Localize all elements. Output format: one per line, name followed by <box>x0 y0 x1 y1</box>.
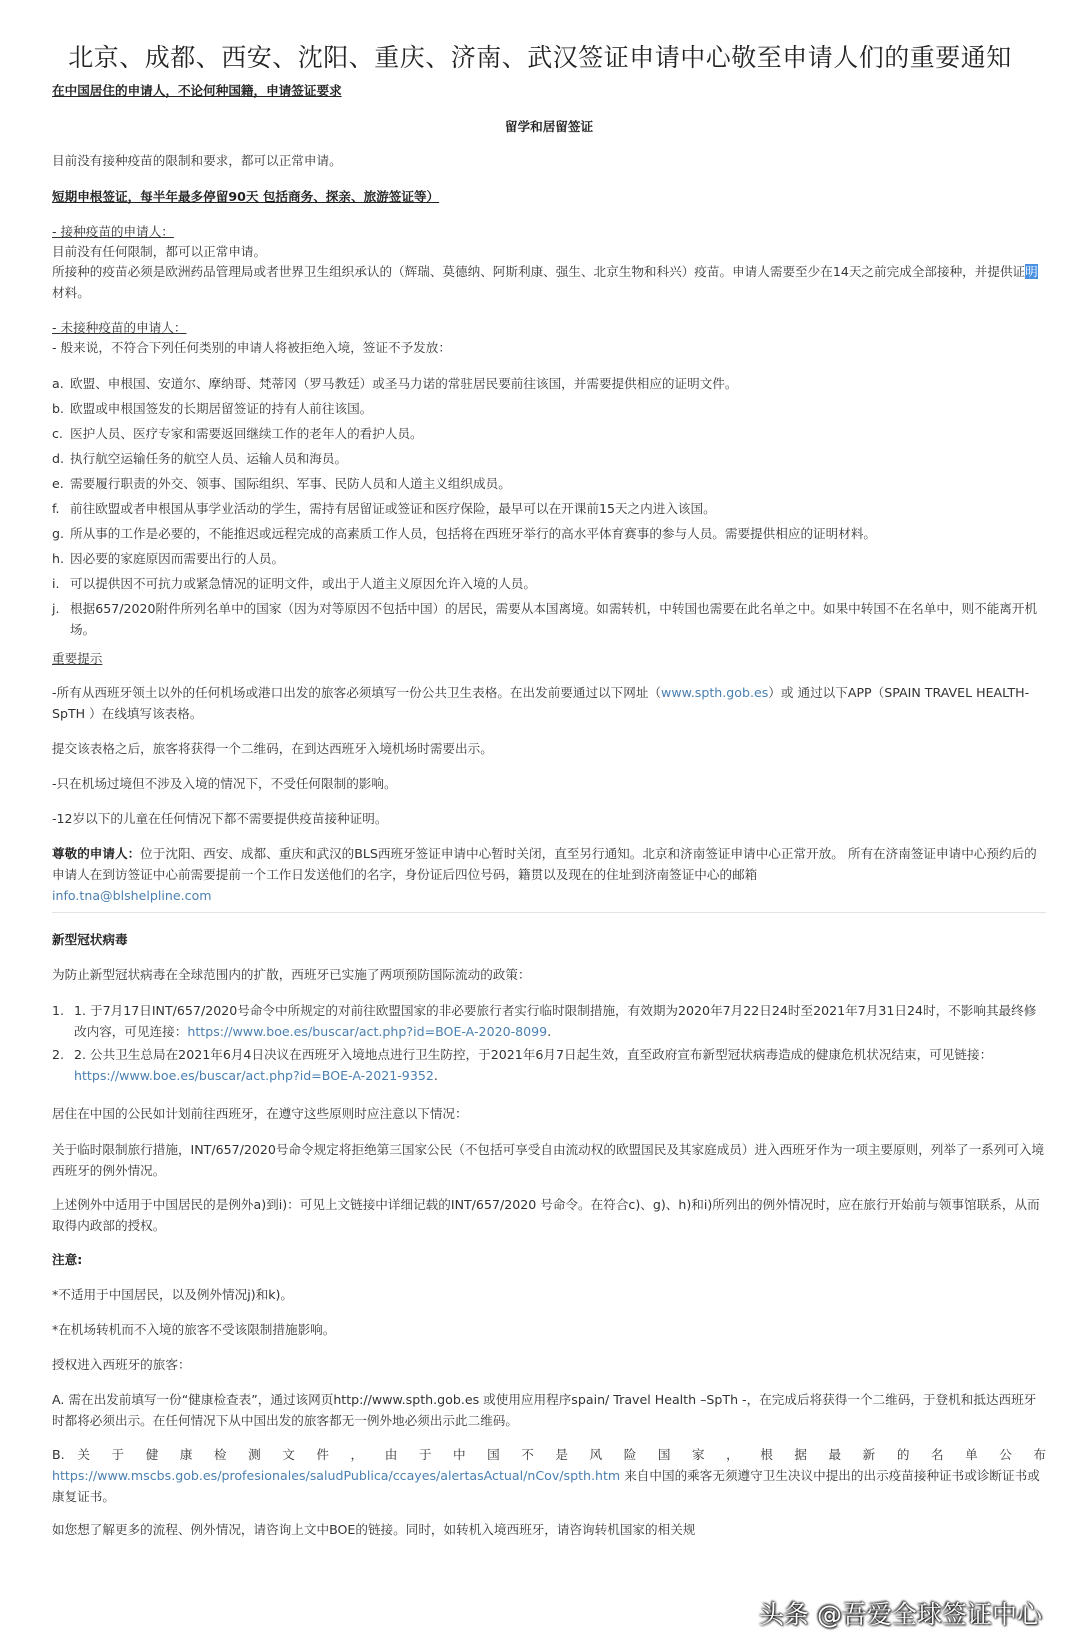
page-title: 北京、成都、西安、沈阳、重庆、济南、武汉签证申请中心敬至申请人们的重要通知 <box>68 43 1012 72</box>
section-divider <box>52 912 1046 913</box>
list-item <box>52 498 1046 519</box>
tips-p2: 提交该表格之后，旅客将获得一个二维码，在到达西班牙入境机场时需要出示。 <box>52 741 493 756</box>
selected-text[interactable]: 明 <box>1025 264 1038 279</box>
note-2: *在机场转机而不入境的旅客不受该限制措施影响。 <box>52 1322 336 1337</box>
short-stay-heading: 短期申根签证，每半年最多停留90天 包括商务、探亲、旅游签证等） <box>52 189 440 204</box>
boe-link-2021[interactable]: https://www.boe.es/buscar/act.php?id=BOE-A-2021-9352 <box>74 1068 434 1083</box>
list-item <box>52 473 1046 494</box>
restriction-text: 关于临时限制旅行措施，INT/657/2020号命令规定将拒绝第三国家公民（不包括可享受自由流动权的欧盟国民及其家庭成员）进入西班牙作为一项主要原则，列举了一系列可入境西班牙的例外情况。 <box>52 1142 1045 1178</box>
vaccinated-line2 <box>52 261 1046 303</box>
list-item-text: 可以提供因不可抗力或紧急情况的证明文件，或出于人道主义原因允许入境的人员。 <box>70 576 536 591</box>
email-link[interactable]: info.tna@blshelpline.com <box>52 888 212 903</box>
list-marker: i. <box>52 576 60 591</box>
paragraph-b-text: 来自中国的乘客无须遵守卫生决议中提出的出示疫苗接种证书或诊断证书或康复证书。 <box>52 1468 1040 1504</box>
list-item <box>52 398 1046 419</box>
list-item <box>52 548 1046 569</box>
list-marker: e. <box>52 476 64 491</box>
tips-p3: -只在机场过境但不涉及入境的情况下，不受任何限制的影响。 <box>52 776 397 791</box>
list-item-text: 因必要的家庭原因而需要出行的人员。 <box>70 551 285 566</box>
policy-end: . <box>547 1024 552 1039</box>
vaccinated-line1: 目前没有任何限制，都可以正常申请。 <box>52 244 267 259</box>
tips-p1-pre: -所有从西班牙领土以外的任何机场或港口出发的旅客必须填写一份公共卫生表格。在出发前要通过以下网址（ <box>52 685 662 700</box>
list-item <box>52 573 1046 594</box>
vaccinated-line2-pre: 所接种的疫苗必须是欧洲药品管理局或者世界卫生组织承认的（辉瑞、莫德纳、阿斯利康、强生、北京生物和科兴）疫苗。申请人需要至少在14天之前完成全部接种，并提供证 <box>52 264 1026 279</box>
list-item <box>52 523 1046 544</box>
notice-text: 位于沈阳、西安、成都、重庆和武汉的BLS西班牙签证申请中心暂时关闭，直至另行通知。北京和济南签证申请中心正常开放。 所有在济南签证申请中心预约后的申请人在到访签证中心前需要提前一个工作日发送他们的名字，身份证后四位号码，籍贯以及现在的住址到济南签证中心的邮箱 <box>52 846 1037 882</box>
mscbs-link[interactable]: https://www.mscbs.gob.es/profesionales/saludPublica/ccayes/alertasActual/nCov/spth.htm <box>52 1468 621 1483</box>
tips-heading: 重要提示 <box>52 651 103 666</box>
list-item-text: 需要履行职责的外交、领事、国际组织、军事、民防人员和人道主义组织成员。 <box>70 476 511 491</box>
list-marker: c. <box>52 426 63 441</box>
intro-heading: 在中国居住的申请人，不论何种国籍，申请签证要求 <box>52 83 342 98</box>
list-marker: j. <box>52 601 60 616</box>
list-item <box>52 1044 1046 1086</box>
list-item-text: 医护人员、医疗专家和需要返回继续工作的老年人的看护人员。 <box>70 426 423 441</box>
list-item <box>52 448 1046 469</box>
covid-heading: 新型冠状病毒 <box>52 932 128 947</box>
tips-p4: -12岁以下的儿童在任何情况下都不需要提供疫苗接种证明。 <box>52 811 388 826</box>
last-paragraph: 如您想了解更多的流程、例外情况，请咨询上文中BOE的链接。同时，如转机入境西班牙，请咨询转机国家的相关规 <box>52 1522 696 1537</box>
unvaccinated-heading: - 未接种疫苗的申请人： <box>52 320 187 335</box>
exception-list <box>52 373 1046 644</box>
list-item <box>52 373 1046 394</box>
vaccinated-heading: - 接种疫苗的申请人： <box>52 224 174 239</box>
watermark: 头条 @吾爱全球签证中心 <box>759 1600 1042 1629</box>
study-heading: 留学和居留签证 <box>504 119 594 134</box>
policy-list <box>52 1000 1046 1088</box>
authorized-heading: 授权进入西班牙的旅客： <box>52 1357 191 1372</box>
list-item <box>52 423 1046 444</box>
list-marker: h. <box>52 551 64 566</box>
boe-link-2020[interactable]: https://www.boe.es/buscar/act.php?id=BOE-A-2020-8099 <box>187 1024 548 1039</box>
note-heading: 注意: <box>52 1252 83 1267</box>
list-marker: f. <box>52 501 60 516</box>
list-item <box>52 598 1046 640</box>
list-item-text: 前往欧盟或者申根国从事学业活动的学生，需持有居留证或签证和医疗保险，最早可以在开课前15天之内进入该国。 <box>70 501 716 516</box>
tips-p1-post: ）或 通过以下APP（SPAIN TRAVEL HEALTH-SpTH ）在线填写该表格。 <box>52 685 1030 721</box>
residents-text: 居住在中国的公民如计划前往西班牙，在遵守这些原则时应注意以下情况： <box>52 1106 468 1121</box>
tips-p1 <box>52 682 1046 724</box>
covid-intro: 为防止新型冠状病毒在全球范围内的扩散，西班牙已实施了两项预防国际流动的政策： <box>52 967 531 982</box>
paragraph-a: A. 需在出发前填写一份“健康检查表”，通过该网页http://www.spth.gob.es 或使用应用程序spain/ Travel Health –SpTh -，在完成后将获得一个二维码，于登机和抵达西班牙时都将必须出示。在任何情况下从中国出发的旅客都无一例外地必须出示此二维码。 <box>52 1392 1037 1428</box>
policy-text: 2. 公共卫生总局在2021年6月4日决议在西班牙入境地点进行卫生防控，于2021年6月7日起生效，直至政府宣布新型冠状病毒造成的健康危机状况结束，可见链接： <box>74 1047 993 1062</box>
list-item-text: 欧盟、申根国、安道尔、摩纳哥、梵蒂冈（罗马教廷）或圣马力诺的常驻居民要前往该国，并需要提供相应的证明文件。 <box>70 376 738 391</box>
unvaccinated-intro: - 般来说，不符合下列任何类别的申请人将被拒绝入境，签证不予发放： <box>52 340 451 355</box>
note-1: *不适用于中国居民，以及例外情况j)和k)。 <box>52 1287 294 1302</box>
list-item-text <box>74 1000 1046 1042</box>
notice-lead: 尊敬的申请人： <box>52 846 141 861</box>
list-marker: d. <box>52 451 64 466</box>
exceptions-text: 上述例外中适用于中国居民的是例外a)到i)：可见上文链接中详细记载的INT/657/2020 号命令。在符合c)、g)、h)和i)所列出的例外情况时，应在旅行开始前与领事馆联系，从而取得内政部的授权。 <box>52 1197 1040 1233</box>
list-item-text: 欧盟或申根国签发的长期居留签证的持有人前往该国。 <box>70 401 373 416</box>
list-item-text: 执行航空运输任务的航空人员、运输人员和海员。 <box>70 451 348 466</box>
list-marker: b. <box>52 401 64 416</box>
spth-link[interactable]: www.spth.gob.es <box>661 685 769 700</box>
list-marker: a. <box>52 376 64 391</box>
list-marker: 1. <box>52 1003 65 1018</box>
policy-end: . <box>433 1068 438 1083</box>
closure-notice <box>52 843 1046 906</box>
paragraph-b <box>52 1465 1046 1507</box>
policy-text: 1. 于7月17日INT/657/2020号命令中所规定的对前往欧盟国家的非必要旅行者实行临时限制措施，有效期为2020年7月22日24时至2021年7月31日24时，不影响其最终修改内容，可见连接： <box>74 1003 1037 1039</box>
study-text: 目前没有接种疫苗的限制和要求，都可以正常申请。 <box>52 153 342 168</box>
list-item-text <box>74 1044 1046 1086</box>
paragraph-b-first: B. 关 于 健 康 检 测 文 件 ， 由 于 中 国 不 是 风 险 国 家 ， 根 据 最 新 的 名 单 公 布 <box>52 1447 1046 1462</box>
list-item-text: 所从事的工作是必要的，不能推迟或远程完成的高素质工作人员，包括将在西班牙举行的高水平体育赛事的参与人员。需要提供相应的证明材料。 <box>70 526 876 541</box>
list-marker: g. <box>52 526 64 541</box>
list-item <box>52 1000 1046 1042</box>
list-item-text: 根据657/2020附件所列名单中的国家（因为对等原因不包括中国）的居民，需要从本国离境。如需转机，中转国也需要在此名单之中。如果中转国不在名单中，则不能离开机场。 <box>70 601 1038 637</box>
list-marker: 2. <box>52 1047 65 1062</box>
vaccinated-line2-post: 材料。 <box>52 285 90 300</box>
